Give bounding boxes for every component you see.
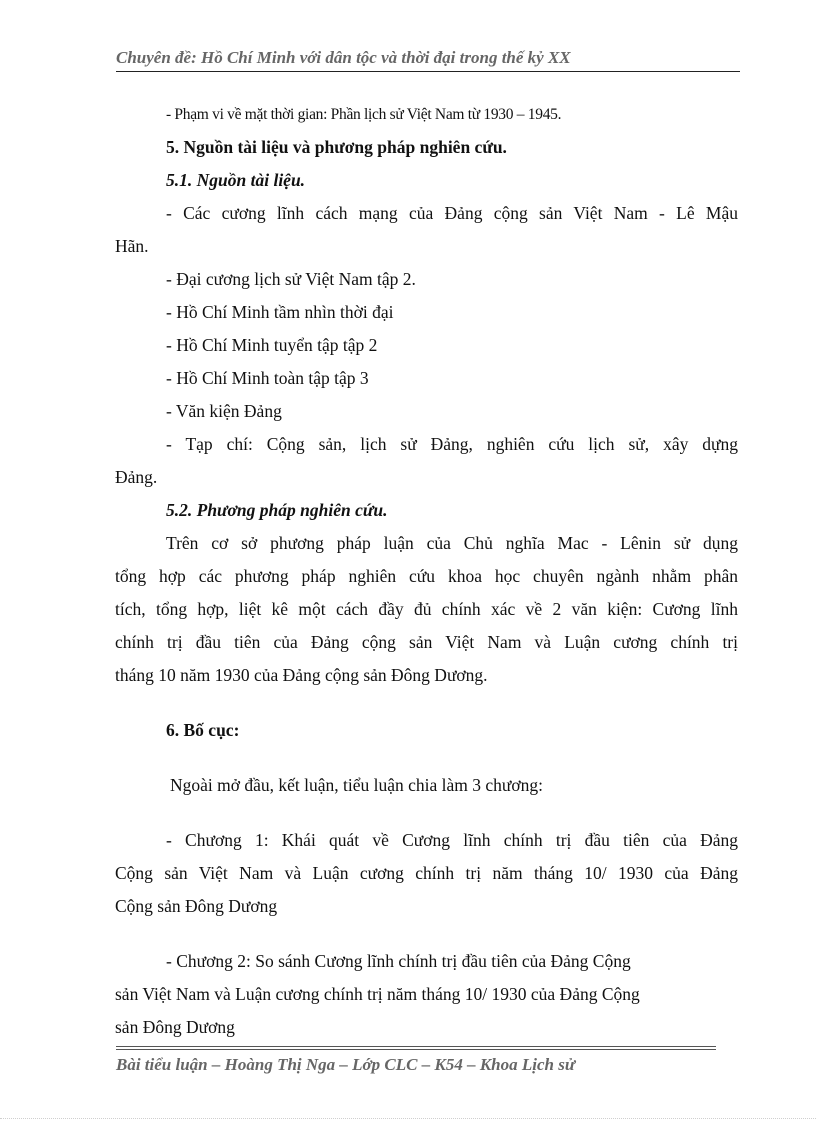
document-body [115,98,738,1044]
method-paragraph-line-4: chính trị đầu tiên của Đảng cộng sản Việt Nam và Luận cương chính trị [115,632,738,652]
chapter-1-line-2: Cộng sản Việt Nam và Luận cương chính trị năm tháng 10/ 1930 của Đảng [115,863,738,883]
chapter-2-line-2: sản Việt Nam và Luận cương chính trị năm tháng 10/ 1930 của Đảng Cộng [115,984,640,1004]
chapter-1-line-1: - Chương 1: Khái quát về Cương lĩnh chính trị đầu tiên của Đảng [166,830,738,850]
method-paragraph-line-1: Trên cơ sở phương pháp luận của Chủ nghĩa Mac - Lênin sử dụng [166,533,738,553]
source-item-1-line-1: - Các cương lĩnh cách mạng của Đảng cộng sản Việt Nam - Lê Mậu [166,203,738,223]
source-item-3: - Hồ Chí Minh tầm nhìn thời đại [166,302,394,322]
section-6-heading: 6. Bố cục: [166,720,240,740]
scope-time-paragraph: - Phạm vi về mặt thời gian: Phần lịch sử Việt Nam từ 1930 – 1945. [166,106,562,123]
section-5-heading: 5. Nguồn tài liệu và phương pháp nghiên cứu. [166,137,507,157]
layout-intro: Ngoài mở đầu, kết luận, tiểu luận chia làm 3 chương: [170,775,544,795]
source-item-4: - Hồ Chí Minh tuyển tập tập 2 [166,335,378,355]
page-edge [0,1118,816,1119]
source-item-2: - Đại cương lịch sử Việt Nam tập 2. [166,269,416,289]
source-item-6: - Văn kiện Đảng [166,401,282,421]
section-5-2-heading: 5.2. Phương pháp nghiên cứu. [166,500,388,520]
paragraph-spacer [115,747,738,769]
source-item-1-line-2: Hãn. [115,236,149,256]
section-5-1-heading: 5.1. Nguồn tài liệu. [166,170,306,190]
method-paragraph-line-5: tháng 10 năm 1930 của Đảng cộng sản Đông Dương. [115,665,488,685]
source-item-5: - Hồ Chí Minh toàn tập tập 3 [166,368,369,388]
page-footer: Bài tiểu luận – Hoàng Thị Nga – Lớp CLC – K54 – Khoa Lịch sử [116,1055,576,1074]
chapter-2-line-1: - Chương 2: So sánh Cương lĩnh chính trị đầu tiên của Đảng Cộng [166,951,631,971]
page-header: Chuyên đề: Hồ Chí Minh với dân tộc và thời đại trong thế kỷ XX [116,48,740,72]
chapter-1-line-3: Cộng sản Đông Dương [115,896,278,916]
method-paragraph-line-3: tích, tổng hợp, liệt kê một cách đầy đủ chính xác về 2 văn kiện: Cương lĩnh [115,599,738,619]
method-paragraph-line-2: tổng hợp các phương pháp nghiên cứu khoa học chuyên ngành nhằm phân [115,566,738,586]
source-item-7-line-1: - Tạp chí: Cộng sản, lịch sử Đảng, nghiên cứu lịch sử, xây dựng [166,434,738,454]
paragraph-spacer [115,802,738,824]
paragraph-spacer [115,692,738,714]
paragraph-spacer [115,923,738,945]
chapter-2-line-3: sản Đông Dương [115,1017,235,1037]
source-item-7-line-2: Đảng. [115,467,158,487]
footer-rule [116,1046,716,1050]
